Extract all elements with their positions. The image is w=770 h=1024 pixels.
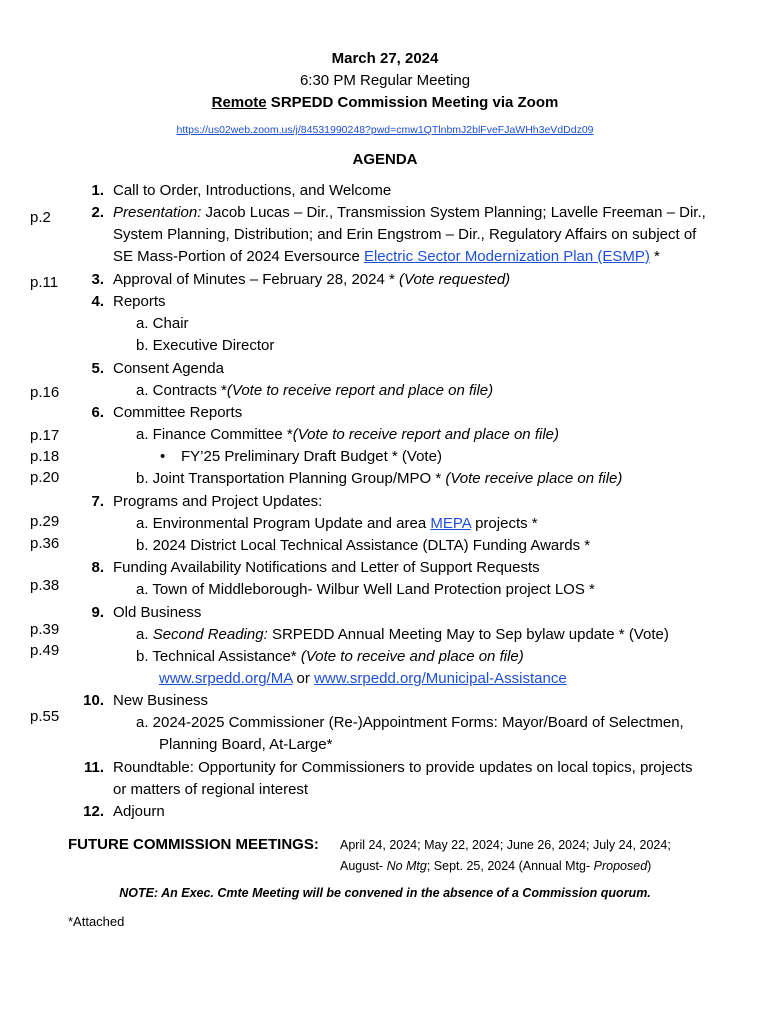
item-number: 10. — [83, 692, 104, 709]
sub-item-middleborough: a. Town of Middleborough- Wilbur Well Land Protection project LOS * — [136, 581, 595, 598]
environmental-text: a. Environmental Program Update and area — [136, 515, 431, 532]
sub-item-chair: a. Chair — [136, 315, 189, 332]
page-ref: p.49 — [30, 642, 60, 659]
agenda-item-4: Reports — [113, 293, 166, 310]
bullet-icon: • — [160, 448, 166, 465]
agenda-item-9: Old Business — [113, 604, 202, 621]
jtpg-vote: (Vote receive place on file) — [445, 470, 623, 487]
agenda-item-2-line-2: System Planning, Distribution; and Erin Engstrom – Dir., Regulatory Affairs on subject of — [113, 226, 697, 243]
contracts-text: a. Contracts * — [136, 382, 227, 399]
meeting-title — [0, 94, 770, 111]
item-number: 5. — [91, 360, 104, 377]
jtpg-text: b. Joint Transportation Planning Group/MPO * — [136, 470, 446, 487]
title-rest: SRPEDD Commission Meeting via Zoom — [266, 94, 559, 111]
proposed-text: Proposed — [593, 859, 648, 873]
vote-requested: (Vote requested) — [399, 271, 511, 288]
page-ref: p.36 — [30, 535, 60, 552]
item-number: 3. — [91, 271, 104, 288]
page-ref: p.29 — [30, 513, 60, 530]
minutes-text: Approval of Minutes – February 28, 2024 * — [113, 271, 399, 288]
item-number: 4. — [91, 293, 104, 310]
future-meetings-heading: FUTURE COMMISSION MEETINGS: — [68, 836, 319, 853]
sub-item-appointment-forms-cont: Planning Board, At-Large* — [159, 736, 333, 753]
page-ref: p.11 — [30, 274, 59, 291]
sub-item-finance-committee — [136, 426, 559, 443]
agenda-item-5: Consent Agenda — [113, 360, 224, 377]
sub-item-executive-director: b. Executive Director — [136, 337, 275, 354]
item-number: 11. — [83, 759, 104, 776]
or-text: or — [292, 670, 315, 687]
page-ref: p.17 — [30, 427, 60, 444]
page-ref: p.38 — [30, 577, 60, 594]
august-text: August- — [340, 859, 387, 873]
agenda-item-11-line-2: or matters of regional interest — [113, 781, 309, 798]
second-reading-text: SRPEDD Annual Meeting May to Sep bylaw update * (Vote) — [267, 626, 669, 643]
page-ref: p.2 — [30, 209, 51, 226]
meeting-type: 6:30 PM Regular Meeting — [299, 72, 471, 89]
sub-item-technical-assistance — [136, 648, 524, 665]
sub-bullet-budget: FY’25 Preliminary Draft Budget * (Vote) — [181, 448, 442, 465]
esmp-link[interactable]: Electric Sector Modernization Plan (ESMP) — [363, 248, 650, 265]
environmental-suffix: projects * — [470, 515, 538, 532]
page-ref: p.16 — [30, 384, 60, 401]
meeting-date: March 27, 2024 — [331, 50, 439, 67]
ta-text: b. Technical Assistance* — [136, 648, 301, 665]
item-number: 8. — [91, 559, 104, 576]
agenda-item-10: New Business — [113, 692, 209, 709]
srpedd-ma-link[interactable]: www.srpedd.org/MA — [159, 670, 293, 687]
item-number: 9. — [91, 604, 104, 621]
zoom-link[interactable]: https://us02web.zoom.us/j/84531990248?pwd=cmw1QTlnbmJ2blFveFJaWHh3eVdDdz09 — [176, 124, 594, 136]
ta-links — [159, 670, 567, 687]
remote-word: Remote — [211, 94, 267, 111]
page-ref: p.20 — [30, 469, 60, 486]
item-number: 6. — [91, 404, 104, 421]
no-mtg: No Mtg — [386, 859, 427, 873]
sept-text: ; Sept. 25, 2024 (Annual Mtg- — [426, 859, 594, 873]
item-number: 1. — [91, 182, 104, 199]
agenda-item-2-line-1 — [113, 204, 706, 221]
esmp-prefix: SE Mass-Portion of 2024 Eversource — [113, 248, 364, 265]
sub-item-jtpg — [136, 470, 622, 487]
agenda-item-8: Funding Availability Notifications and Letter of Support Requests — [113, 559, 540, 576]
agenda-item-2-line-3 — [113, 248, 660, 265]
future-meetings-line-2 — [340, 859, 651, 873]
sub-item-environmental — [136, 515, 538, 532]
agenda-item-12: Adjourn — [113, 803, 165, 820]
exec-committee-note: NOTE: An Exec. Cmte Meeting will be convened in the absence of a Commission quorum. — [119, 886, 651, 900]
ta-vote: (Vote to receive and place on file) — [300, 648, 524, 665]
page-ref: p.39 — [30, 621, 60, 638]
esmp-suffix: * — [649, 248, 660, 265]
presentation-presenters: Jacob Lucas – Dir., Transmission System Planning; Lavelle Freeman – Dir., — [201, 204, 706, 221]
agenda-item-1: Call to Order, Introductions, and Welcome — [113, 182, 392, 199]
contracts-vote: (Vote to receive report and place on file) — [226, 382, 494, 399]
sub-item-appointment-forms: a. 2024-2025 Commissioner (Re-)Appointment Forms: Mayor/Board of Selectmen, — [136, 714, 684, 731]
item-number: 12. — [83, 803, 104, 820]
sub-item-contracts — [136, 382, 493, 399]
agenda-item-7: Programs and Project Updates: — [113, 493, 323, 510]
mepa-link[interactable]: MEPA — [430, 515, 471, 532]
close-paren: ) — [647, 859, 652, 873]
page-ref: p.55 — [30, 708, 60, 725]
finance-vote: (Vote to receive report and place on file) — [292, 426, 559, 443]
attached-note: *Attached — [68, 914, 125, 929]
agenda-item-3 — [113, 271, 510, 288]
presentation-label: Presentation: — [113, 204, 202, 221]
item-number: 7. — [91, 493, 104, 510]
srpedd-municipal-link[interactable]: www.srpedd.org/Municipal-Assistance — [314, 670, 567, 687]
second-reading-label: Second Reading: — [152, 626, 268, 643]
page-ref: p.18 — [30, 448, 60, 465]
agenda-heading: AGENDA — [352, 151, 418, 168]
second-reading-letter: a. — [136, 626, 153, 643]
item-number: 2. — [91, 204, 104, 221]
agenda-item-6: Committee Reports — [113, 404, 243, 421]
sub-item-second-reading — [136, 626, 669, 643]
future-meetings-line-1: April 24, 2024; May 22, 2024; June 26, 2024; July 24, 2024; — [340, 838, 671, 852]
finance-text: a. Finance Committee * — [136, 426, 293, 443]
sub-item-dlta: b. 2024 District Local Technical Assistance (DLTA) Funding Awards * — [136, 537, 591, 554]
agenda-item-11-line-1: Roundtable: Opportunity for Commissioners to provide updates on local topics, projects — [113, 759, 693, 776]
